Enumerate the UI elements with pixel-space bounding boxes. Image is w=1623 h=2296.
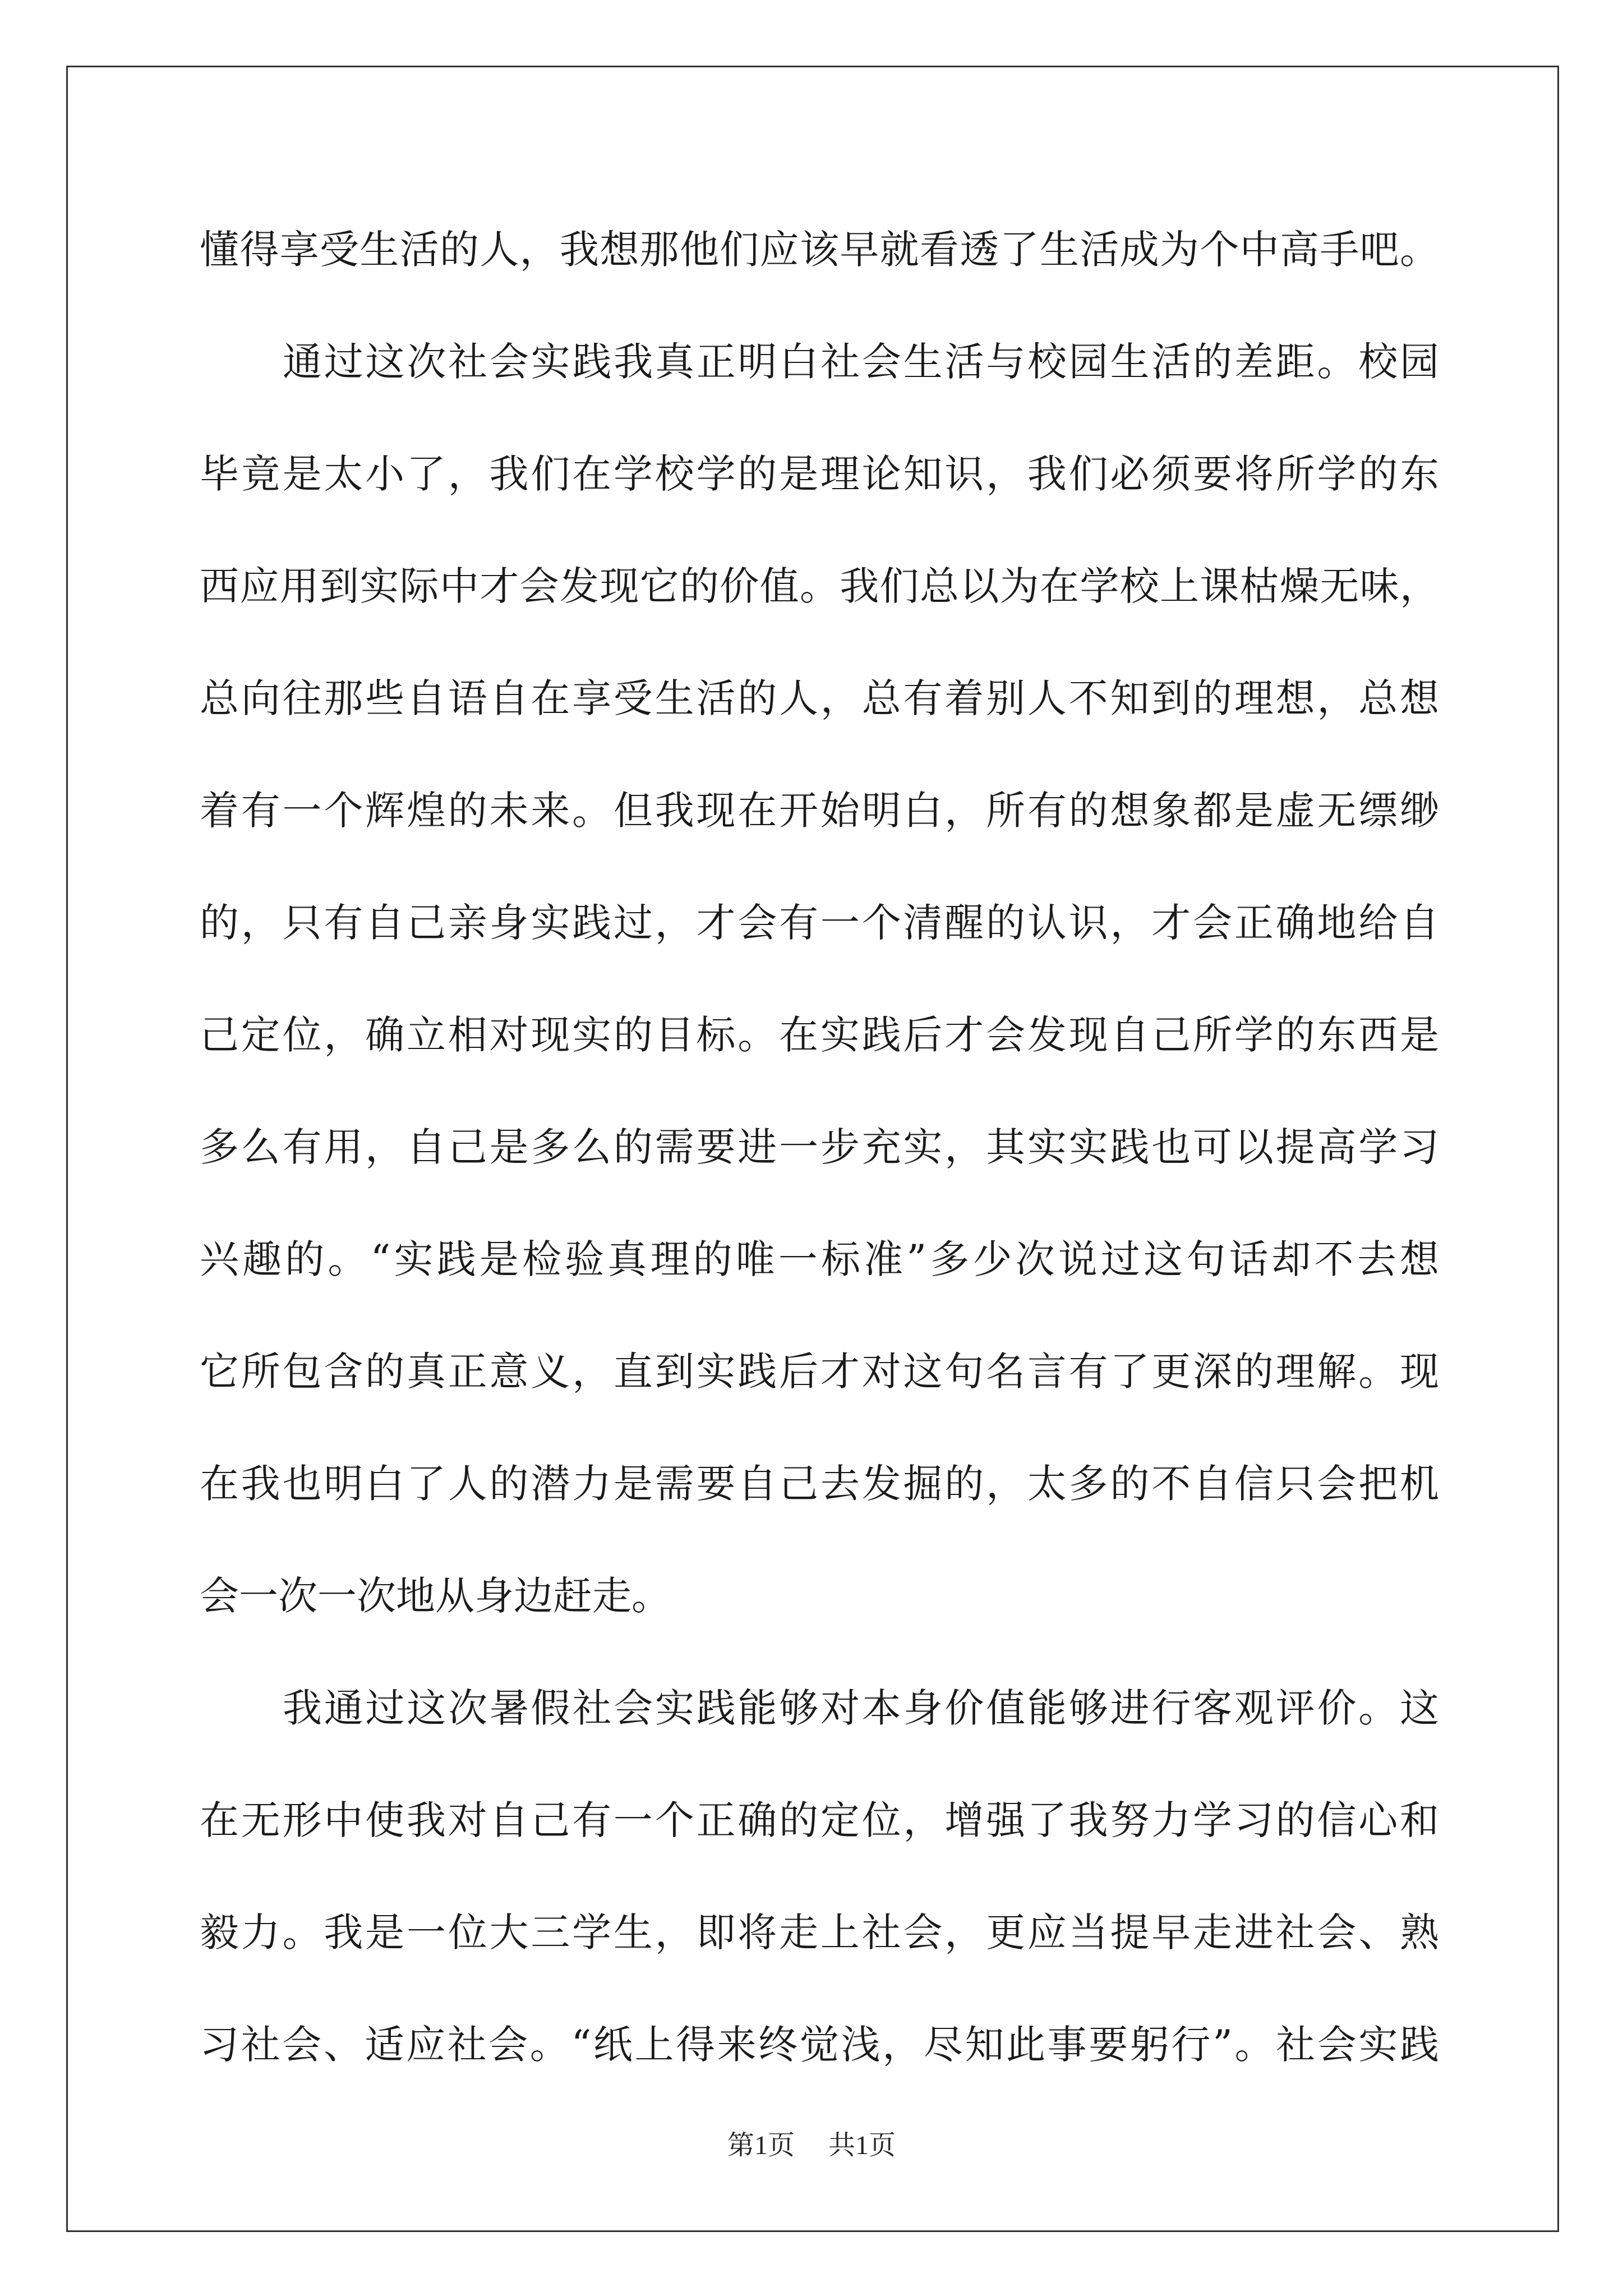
text-line: 总向往那些自语自在享受生活的人，总有着别人不知到的理想，总想 <box>200 675 1439 721</box>
text-line: 的，只有自己亲身实践过，才会有一个清醒的认识，才会正确地给自 <box>200 900 1439 946</box>
text-line: 它所包含的真正意义，直到实践后才对这句名言有了更深的理解。现 <box>200 1349 1439 1395</box>
document-body <box>200 216 1439 2123</box>
page-number: 第1页 <box>727 2131 795 2160</box>
page-footer <box>0 2129 1623 2162</box>
paragraph-last-line: 会一次一次地从身边赶走。 <box>200 1573 671 1619</box>
text-line: 在我也明白了人的潜力是需要自己去发掘的，太多的不自信只会把机 <box>200 1461 1439 1507</box>
text-line: 毕竟是太小了，我们在学校学的是理论知识，我们必须要将所学的东 <box>200 451 1439 497</box>
paragraph-first-line: 我通过这次暑假社会实践能够对本身价值能够进行客观评价。这 <box>283 1685 1439 1731</box>
text-line: 毅力。我是一位大三学生，即将走上社会，更应当提早走进社会、熟 <box>200 1910 1439 1955</box>
text-line: 西应用到实际中才会发现它的价值。我们总以为在学校上课枯燥无味， <box>200 563 1439 609</box>
page-total: 共1页 <box>828 2131 896 2160</box>
paragraph-first-line: 通过这次社会实践我真正明白社会生活与校园生活的差距。校园 <box>283 339 1439 385</box>
text-line: 多么有用，自己是多么的需要进一步充实，其实实践也可以提高学习 <box>200 1124 1439 1170</box>
text-line: 习社会、适应社会。“纸上得来终觉浅，尽知此事要躬行”。社会实践 <box>200 2022 1439 2068</box>
text-line: 兴趣的。“实践是检验真理的唯一标准”多少次说过这句话却不去想 <box>200 1236 1439 1282</box>
text-line: 着有一个辉煌的未来。但我现在开始明白，所有的想象都是虚无缥缈 <box>200 788 1439 834</box>
text-line: 懂得享受生活的人，我想那他们应该早就看透了生活成为个中高手吧。 <box>200 227 1439 273</box>
text-line: 在无形中使我对自己有一个正确的定位，增强了我努力学习的信心和 <box>200 1797 1439 1843</box>
text-line: 己定位，确立相对现实的目标。在实践后才会发现自己所学的东西是 <box>200 1012 1439 1058</box>
